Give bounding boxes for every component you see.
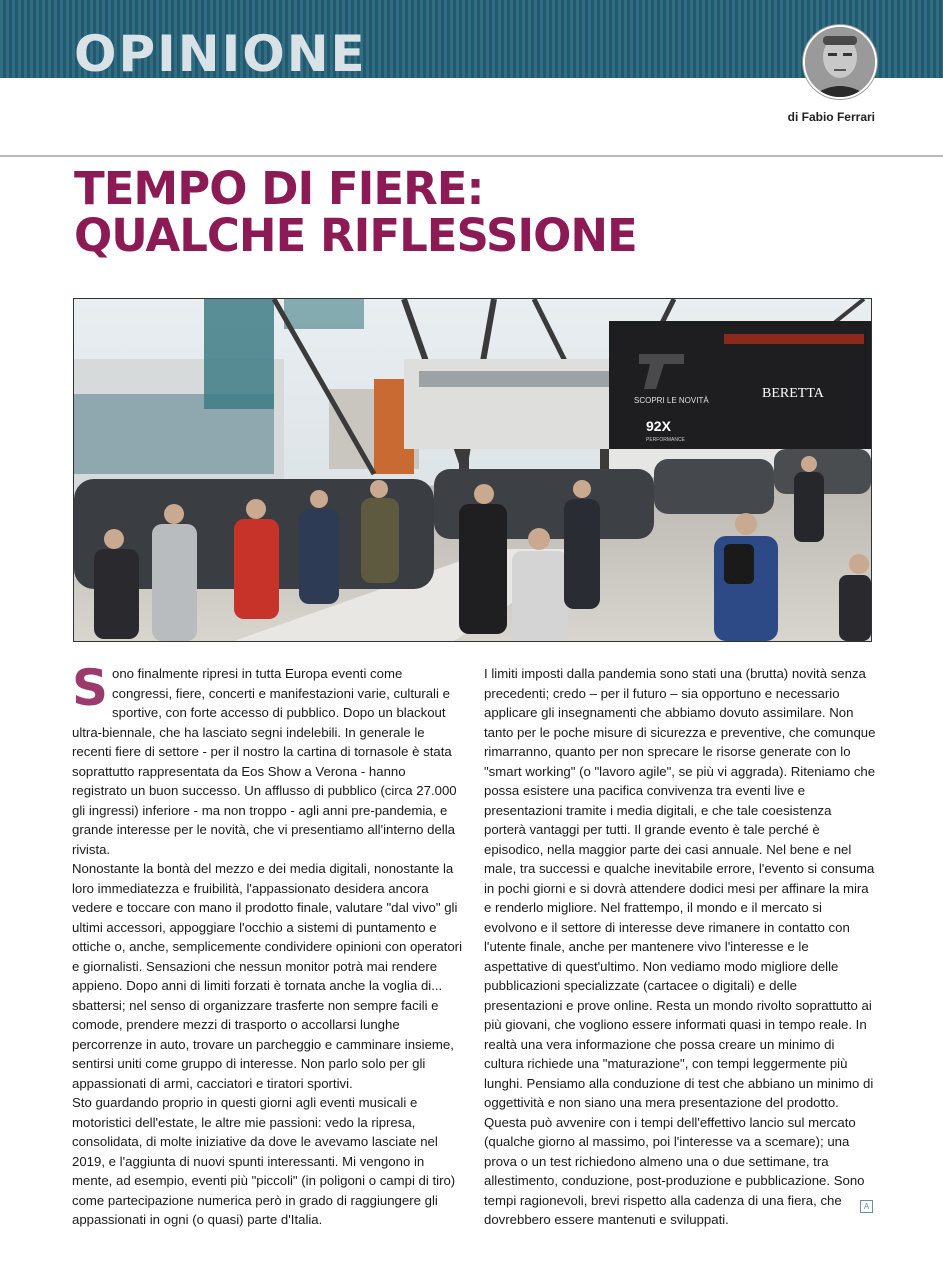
- header-band: [0, 0, 943, 83]
- title-line-2: QUALCHE RIFLESSIONE: [74, 209, 637, 262]
- section-rubric: OPINIONE: [74, 25, 367, 83]
- stand-model-sub: PERFORMANCE: [646, 437, 685, 443]
- paragraph: I limiti imposti dalla pandemia sono stati una (brutta) novità senza precedenti; credo – per il futuro – sia opportuno e necessario applicare gli insegnamenti che abbiamo dovuto assimilare. Non tanto per le poche misure di sicurezza e preventive, che comunque rimarranno, quanto per non sprecare le risorse generate con lo "smart working" (o "lavoro agile", se più vi aggrada). Riteniamo che possa esistere una pacifica convivenza tra eventi live e presentazioni tramite i media digitali, e che tale coesistenza porterà vantaggi per tutti. Il grande evento è tale perché è episodico, nella maggior parte dei casi annuale. Nel bene e nel male, tra successi e qualche inevitabile errore, l'evento si consuma in pochi giorni e si dovrà attendere dodici mesi per affinare la mira e renderlo migliore. Nel frattempo, il mondo e il mercato si evolvono e il settore di interesse deve rimanere in contatto con l'utente finale, anche per mantenere vivo l'interesse e le aspettative di quest'ultimo. Non vediamo modo migliore delle pubblicazioni specializzate (cartacee o digitali) e delle presentazioni e prove online. Resta un mondo rivolto soprattutto ai più giovani, che vogliono essere informati quasi in tempo reale. In realtà una vera informazione che possa creare un minimo di cultura richiede una "maturazione", con tempi leggermente più lunghi. Pensiamo alla conduzione di test che abbiano un minimo di oggettività e non siano una mera presentazione del prodotto. Questa può avvenire con i tempi dell'effettivo lancio sul mercato (qualche giorno al massimo, poi l'interesse va a scemare); una prova o un test richiedono almeno una o due settimane, tra allestimento, conduzione, post-produzione e pubblicazione. Sono tempi ragionevoli, brevi rispetto alla cadenza di una fiera, che dovrebbero essere mantenuti e sviluppati.: [484, 666, 876, 1227]
- article-column-right: [484, 664, 876, 1230]
- fair-hall-illustration: [74, 299, 871, 641]
- article-column-left: [72, 659, 464, 1230]
- paragraph: Nonostante la bontà del mezzo e dei media digitali, nonostante la loro immediatezza e fruibilità, l'appassionato desidera ancora vedere e toccare con mano il prodotto finale, valutare "dal vivo" gli ultimi accessori, appoggiare l'occhio a sistemi di puntamento e ottiche o, anche, semplicemente condividere opinioni con operatori e giornalisti. Sensazioni che nessun monitor potrà mai rendere appieno. Dopo anni di limiti forzati è tornata anche la voglia di... sbattersi; nel senso di organizzare trasferte non sempre facili e comode, prendere mezzi di trasporto o accollarsi lunghe percorrenze in auto, trovare un parcheggio e camminare insieme, sentirsi uniti come gruppo di interesse. Non parlo solo per gli appassionati di armi, cacciatori e tiratori sportivi.: [72, 861, 462, 1091]
- stand-model: 92X: [646, 418, 671, 434]
- dropcap: S: [72, 659, 109, 717]
- author-avatar: [803, 25, 877, 99]
- paragraph: Sto guardando proprio in questi giorni agli eventi musicali e motoristici dell'estate, le altre mie passioni: vedo la ripresa, consolidata, di molte iniziative da dove le avevamo lasciate nel 2019, e l'aggiunta di nuovi spunti interessanti. Mi vengono in mente, ad esempio, eventi più "piccoli" (in poligoni o campi di tiro) come partecipazione numerica però in grado di raggiungere gli appassionati in ogni (o quasi) parte d'Italia.: [72, 1095, 456, 1227]
- stand-tagline: SCOPRI LE NOVITÀ: [634, 396, 709, 405]
- author-byline: di Fabio Ferrari: [787, 110, 875, 124]
- title-line-1: TEMPO DI FIERE:: [74, 162, 484, 215]
- paragraph: ono finalmente ripresi in tutta Europa eventi come congressi, fiere, concerti e manifestazioni varie, culturali e sportive, con forte accesso di pubblico. Dopo un blackout ultra-biennale, che ha lasciato segni indelebili. In generale le recenti fiere di settore - per il nostro la cartina di tornasole è stata soprattutto rappresentata da Eos Show a Verona - hanno registrato un buon successo. Un afflusso di pubblico (circa 27.000 gli ingressi) inferiore - ma non troppo - agli anni pre-pandemia, e grande interesse per le novità, che vi presentiamo all'interno della rivista.: [72, 666, 457, 857]
- fair-crowd-photo: [73, 298, 872, 642]
- author-portrait-icon: [805, 27, 875, 97]
- header-divider: [0, 155, 943, 157]
- article-title: [74, 162, 874, 262]
- stand-brand: BERETTA: [762, 386, 824, 401]
- end-of-article-icon: A: [860, 1200, 873, 1213]
